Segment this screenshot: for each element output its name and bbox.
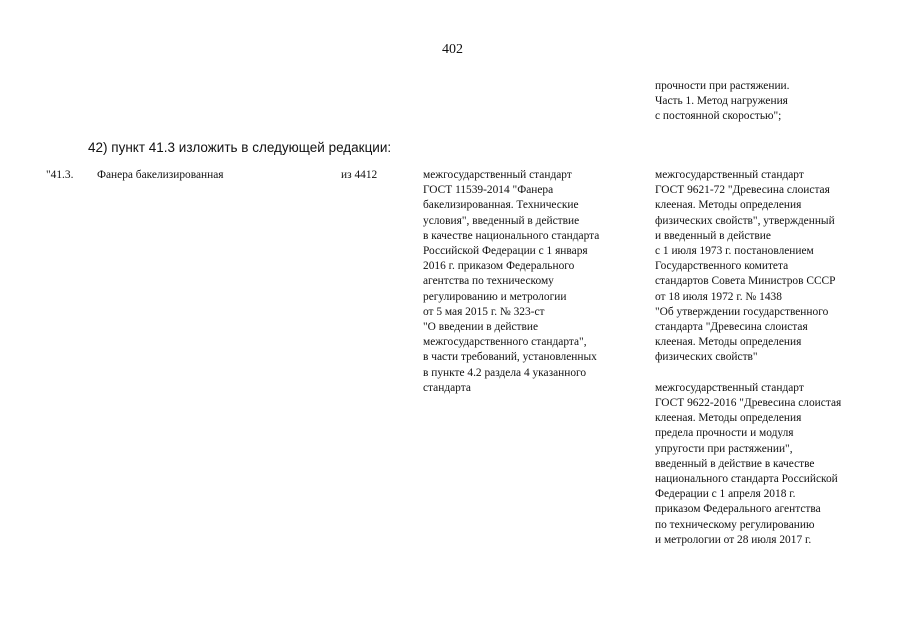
test-method-line: клееная. Методы определения [655, 412, 802, 425]
test-method-line: ГОСТ 9622-2016 "Древесина слоистая [655, 397, 842, 410]
standard-line: условия", введенный в действие [423, 214, 580, 227]
test-method-line: клееная. Методы определения [655, 336, 802, 349]
test-method-line: стандартов Совета Министров СССР [655, 275, 836, 288]
test-method-line: Государственного комитета [655, 260, 789, 273]
page-number: 402 [442, 42, 463, 57]
standard-line: в качестве национального стандарта [423, 229, 600, 242]
standard-line: регулированию и метрологии [423, 290, 567, 303]
row-number: "41.3. [46, 169, 74, 181]
test-method-standard [655, 381, 841, 548]
test-method-line: "Об утверждении государственного [655, 305, 829, 318]
standard-line: бакелизированная. Технические [423, 199, 579, 212]
test-method-line: ГОСТ 9621-72 "Древесина слоистая [655, 184, 830, 197]
test-method-line: межгосударственный стандарт [655, 169, 804, 181]
test-method-line: от 18 июля 1972 г. № 1438 [655, 290, 782, 303]
test-methods [655, 168, 841, 548]
test-method-line: введенный в действие в качестве [655, 457, 815, 470]
test-method-line: физических свойств", утвержденный [655, 214, 835, 227]
standard-line: стандарта [423, 381, 471, 394]
test-method-standard [655, 168, 841, 366]
test-method-line: упругости при растяжении", [655, 442, 793, 455]
standard-line: агентства по техническому [423, 275, 554, 288]
test-method-line: предела прочности и модуля [655, 427, 794, 440]
standard-line: от 5 мая 2015 г. № 323-ст [423, 305, 545, 318]
standard-line: в пункте 4.2 раздела 4 указанного [423, 366, 587, 379]
test-method-line: и введенный в действие [655, 229, 771, 242]
standard-line: ГОСТ 11539-2014 "Фанера [423, 184, 554, 197]
paragraph-gap [655, 366, 841, 381]
test-method-line: физических свойств" [655, 351, 758, 364]
test-method-line: национального стандарта Российской [655, 473, 838, 486]
standard-line: в части требований, установленных [423, 351, 597, 364]
product-name: Фанера бакелизированная [97, 169, 224, 181]
standard-line: "О введении в действие [423, 321, 539, 334]
test-method-line: межгосударственный стандарт [655, 381, 804, 394]
standard-line: Российской Федерации с 1 января [423, 245, 588, 258]
standard-line: 2016 г. приказом Федерального [423, 260, 575, 273]
standard-line: межгосударственный стандарт [423, 169, 572, 181]
continuation-line: Часть 1. Метод нагружения [655, 95, 788, 108]
product-standard [423, 168, 599, 396]
test-method-line: Федерации с 1 апреля 2018 г. [655, 488, 796, 501]
product-code: из 4412 [341, 169, 378, 181]
continuation-line: с постоянной скоростью"; [655, 110, 782, 123]
test-method-line: стандарта "Древесина слоистая [655, 321, 808, 334]
test-method-line: и метрологии от 28 июля 2017 г. [655, 533, 812, 546]
test-method-line: клееная. Методы определения [655, 199, 802, 212]
standard-line: межгосударственного стандарта", [423, 336, 587, 349]
amendment-heading: 42) пункт 41.3 изложить в следующей редакции: [88, 140, 392, 155]
test-method-line: с 1 июля 1973 г. постановлением [655, 245, 814, 258]
continuation-line: прочности при растяжении. [655, 80, 790, 92]
test-method-line: по техническому регулированию [655, 518, 815, 531]
continuation-text [655, 79, 790, 125]
test-method-line: приказом Федерального агентства [655, 503, 821, 516]
